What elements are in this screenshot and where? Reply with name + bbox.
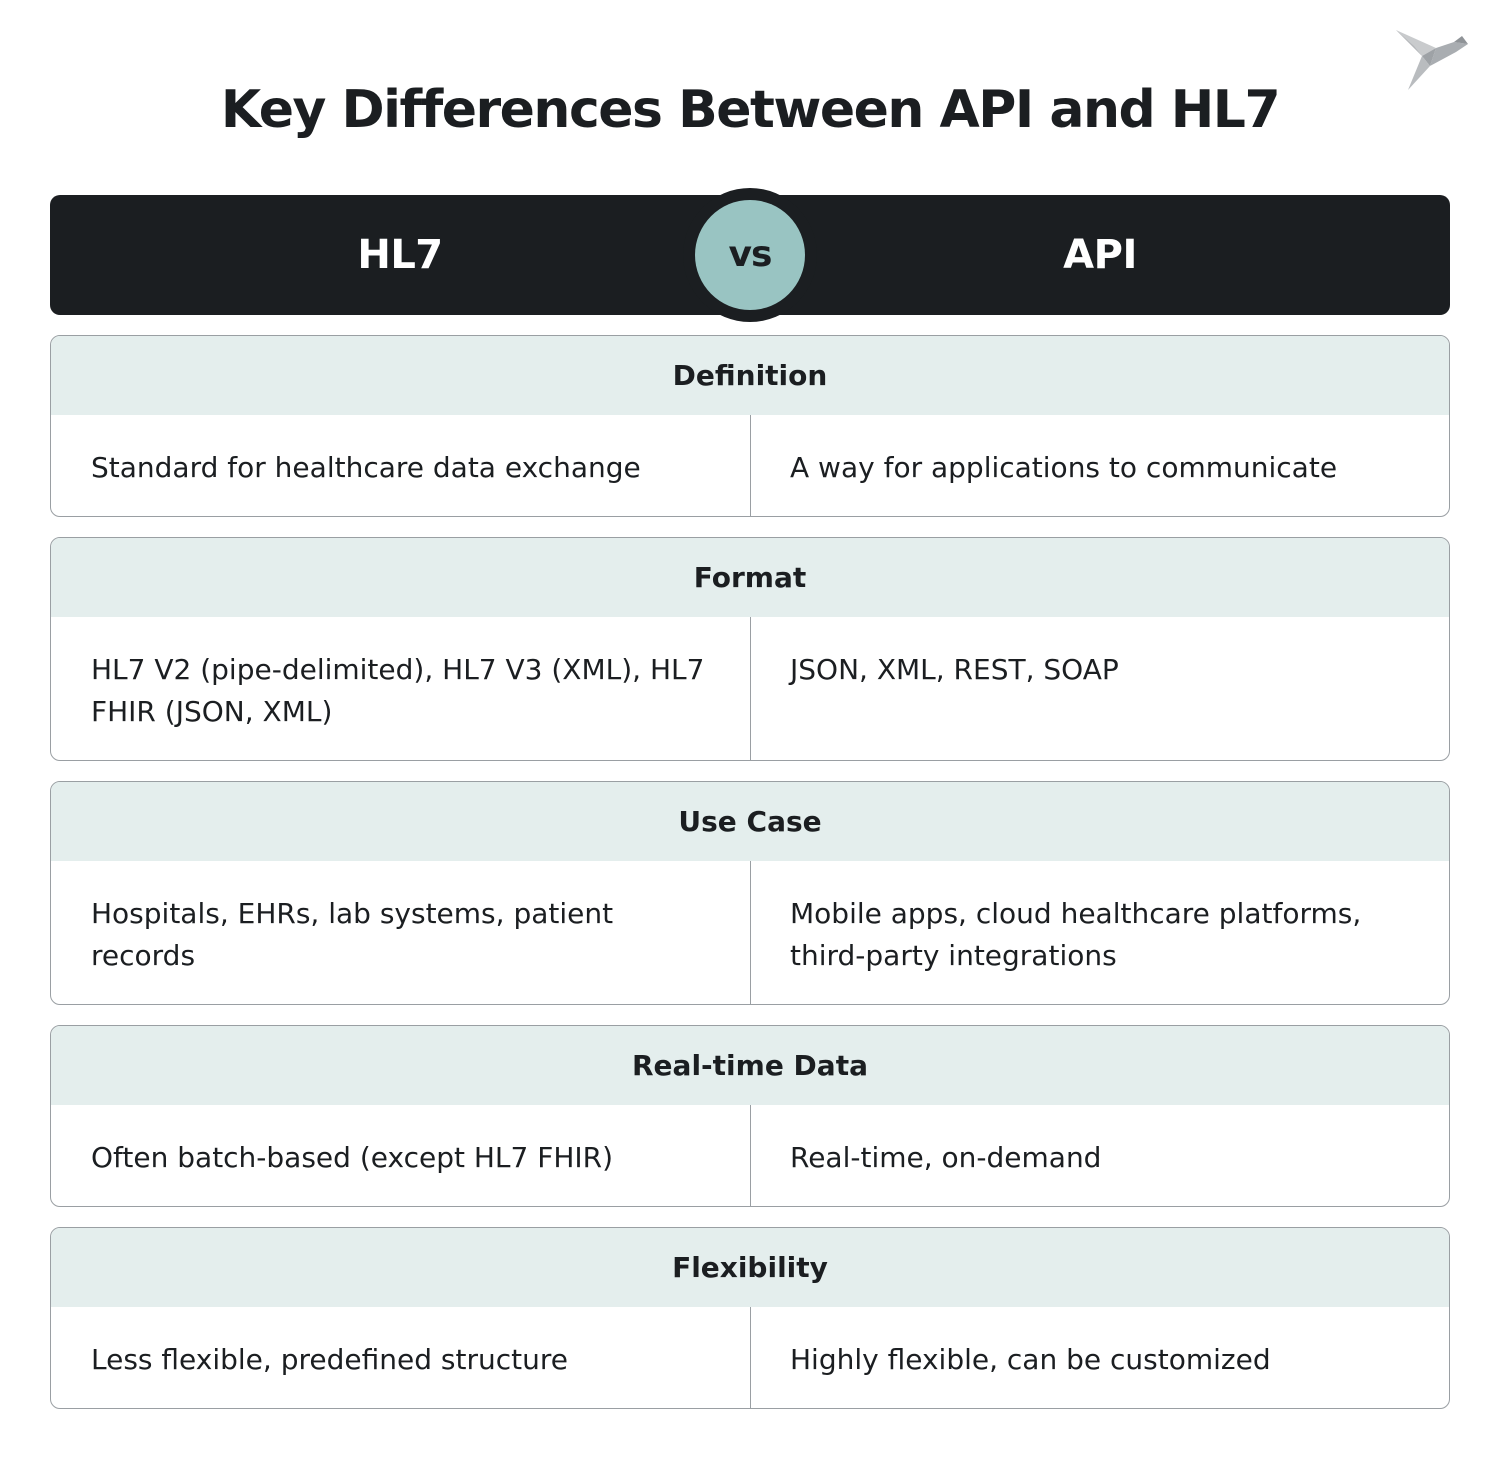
hl7-column-label: HL7: [357, 232, 443, 278]
row-heading: Format: [51, 538, 1449, 617]
hl7-cell: Often batch-based (except HL7 FHIR): [91, 1141, 614, 1174]
row-heading: Real-time Data: [51, 1026, 1449, 1105]
api-cell: A way for applications to communicate: [790, 451, 1338, 484]
vs-badge: vs: [695, 200, 805, 310]
page-title: Key Differences Between API and HL7: [220, 80, 1280, 140]
hl7-column-title: [50, 195, 750, 315]
hl7-cell: Less flexible, predefined structure: [91, 1343, 568, 1376]
row-heading: Definition: [51, 336, 1449, 415]
api-cell: JSON, XML, REST, SOAP: [790, 653, 1119, 686]
hl7-cell: Standard for healthcare data exchange: [91, 451, 641, 484]
row-heading: Use Case: [51, 782, 1449, 861]
comparison-row-real-time-data: [50, 1025, 1450, 1207]
hl7-cell: HL7 V2 (pipe-delimited), HL7 V3 (XML), HL7 FHIR (JSON, XML): [91, 653, 705, 728]
hl7-cell: Hospitals, EHRs, lab systems, patient records: [91, 897, 614, 972]
api-cell: Highly flexible, can be customized: [790, 1343, 1271, 1376]
row-heading: Flexibility: [51, 1228, 1449, 1307]
comparison-row-use-case: [50, 781, 1450, 1005]
api-column-title: API: [1063, 232, 1137, 278]
comparison-row-format: [50, 537, 1450, 761]
comparison-row-definition: [50, 335, 1450, 517]
comparison-row-flexibility: [50, 1227, 1450, 1409]
api-cell: Mobile apps, cloud healthcare platforms, third-party integrations: [790, 897, 1362, 972]
api-cell: Real-time, on-demand: [790, 1141, 1102, 1174]
